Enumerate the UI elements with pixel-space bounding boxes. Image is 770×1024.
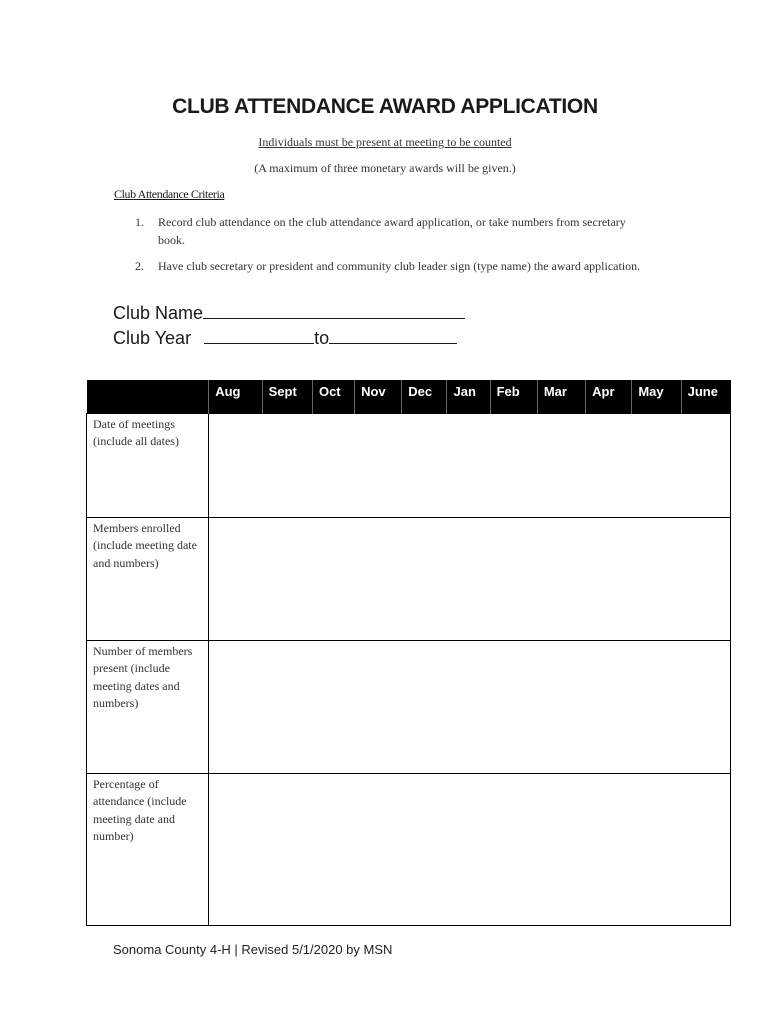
criteria-item — [135, 257, 645, 275]
month-header: Aug — [209, 380, 262, 413]
month-header-row — [87, 380, 731, 413]
entry-cell-enrolled[interactable] — [209, 517, 731, 640]
month-header: Apr — [586, 380, 632, 413]
row-label: Percentage of attendance (include meeting date and number) — [87, 773, 209, 925]
club-year-line — [113, 327, 457, 349]
month-header: Sept — [262, 380, 312, 413]
table-row — [87, 640, 731, 773]
month-header: Jan — [447, 380, 490, 413]
row-label: Members enrolled (include meeting date and numbers) — [87, 517, 209, 640]
month-header: Mar — [537, 380, 585, 413]
row-label: Number of members present (include meeting dates and numbers) — [87, 640, 209, 773]
club-name-field[interactable] — [203, 302, 465, 319]
criteria-number: 2. — [135, 259, 144, 273]
criteria-text: Record club attendance on the club attendance award application, or take numbers from secretary book. — [158, 215, 626, 247]
club-year-label: Club Year — [113, 328, 192, 348]
entry-cell-dates[interactable] — [209, 413, 731, 517]
table-row — [87, 413, 731, 517]
club-name-label: Club Name — [113, 303, 204, 323]
criteria-item — [135, 213, 645, 249]
criteria-heading: Club Attendance Criteria — [114, 187, 225, 201]
club-year-to-label: to — [314, 328, 330, 348]
month-header: Oct — [312, 380, 354, 413]
attendance-table — [86, 380, 731, 926]
table-row — [87, 773, 731, 925]
row-label: Date of meetings (include all dates) — [87, 413, 209, 517]
month-header: Dec — [402, 380, 447, 413]
table-row — [87, 517, 731, 640]
club-year-end-field[interactable] — [329, 327, 457, 344]
criteria-number: 1. — [135, 215, 144, 229]
month-header: Feb — [490, 380, 537, 413]
criteria-text: Have club secretary or president and community club leader sign (type name) the award application. — [158, 259, 641, 273]
entry-cell-percentage[interactable] — [209, 773, 731, 925]
month-header: Nov — [355, 380, 402, 413]
entry-cell-present[interactable] — [209, 640, 731, 773]
page-title: CLUB ATTENDANCE AWARD APPLICATION — [172, 95, 598, 118]
month-header: May — [632, 380, 681, 413]
month-header: June — [681, 380, 730, 413]
club-name-line — [113, 302, 465, 324]
corner-header — [87, 380, 209, 413]
footer: Sonoma County 4-H | Revised 5/1/2020 by MSN — [113, 942, 393, 957]
award-note: (A maximum of three monetary awards will be given.) — [254, 161, 516, 175]
club-year-start-field[interactable] — [204, 327, 314, 344]
criteria-list — [135, 213, 645, 283]
subtitle: Individuals must be present at meeting to be counted — [258, 135, 512, 149]
